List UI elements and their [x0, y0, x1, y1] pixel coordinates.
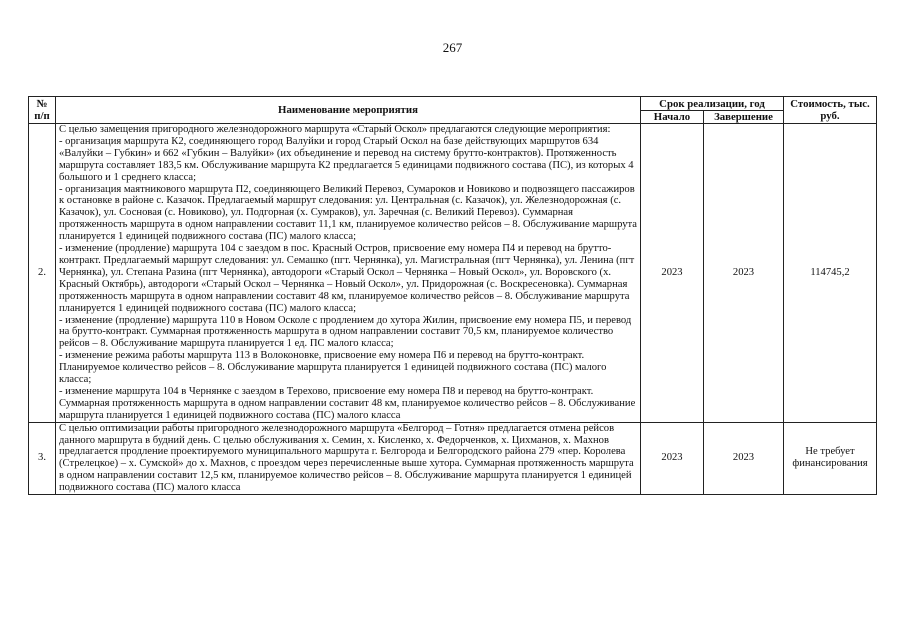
description-paragraph: С целью оптимизации работы пригородного железнодорожного маршрута «Белгород – Готня» предлагается отмена рейсов данного маршрута в будний день. С целью обслуживания х. Семин, х. Кисленко, х. Федорченков, х. Цихманов, х. Махнов предлагается продление проектируемого муниципального маршрута г. Белгорода и Белгородского района 279 «пер. Королева (Стрелецкое) – х. Сумской» до х. Махнов, с проездом через перечисленные выше хутора. Суммарная протяженность маршрута в одном направлении составит 12,5 км, планируемое количество рейсов – 8. Обслуживание маршрута планируется 1 единицей подвижного состава (ПС) малого класса [59, 422, 634, 494]
row-description [56, 422, 641, 494]
description-paragraph: - изменение (продление) маршрута 110 в Новом Осколе с продлением до хутора Жилин, присвоение ему номера П5, и перевод на брутто-контракт. Суммарная протяженность маршрута в одном направлении составит 70,5 км, планируемое количество рейсов – 8. Обслуживание маршрута планируется 1 ед. ПС малого класса; [59, 314, 632, 350]
row-start-year: 2023 [641, 124, 704, 423]
description-paragraph: - изменение (продление) маршрута 104 с заездом в пос. Красный Остров, присвоение ему номера П4 и перевод на брутто-контракт. Предлагаемый маршрут следования: ул. Семашко (пгт. Чернянка), ул. Магистральная (пгт Чернянка), ул. Ленина (пгт Чернянка), ул. Степана Разина (пгт Чернянка), автодороги «Старый Оскол – Чернянка – Новый Оскол», ул. Воровского (х. Красный Октябрь), автодороги «Старый Оскол – Чернянка – Новый Оскол», ул. Придорожная (с. Воскресеновка). Суммарная протяженность маршрута в одном направлении составит 48 км, планируемое количество рейсов – 8. Обслуживание маршрута планируется 1 единицей подвижного состава (ПС) малого класса; [59, 243, 635, 314]
row-end-year: 2023 [704, 422, 784, 494]
measures-table [28, 96, 877, 495]
row-cost: 114745,2 [784, 124, 877, 423]
row-description [56, 124, 641, 423]
header-name: Наименование мероприятия [56, 97, 641, 124]
row-number: 3. [29, 422, 56, 494]
description-paragraph: С целью замещения пригородного железнодорожного маршрута «Старый Оскол» предлагаются следующие мероприятия: [59, 124, 611, 135]
row-number: 2. [29, 124, 56, 423]
description-paragraph: - изменение маршрута 104 в Чернянке с заездом в Терехово, присвоение ему номера П8 и перевод на брутто-контракт. Суммарная протяженность маршрута в одном направлении составит 48 км, планируемое количество рейсов – 8. Обслуживание маршрута планируется 1 единицей подвижного состава (ПС) малого класса [59, 385, 636, 421]
page-number: 267 [442, 40, 463, 55]
description-paragraph: - организация маршрута К2, соединяющего город Валуйки и город Старый Оскол на базе действующих маршрутов 634 «Валуйки – Губкин» и 662 «Губкин – Валуйки» (их объединение и перевод на систему брутто-контрактов). Протяженность маршрута составляет 183,5 км. Обслуживание маршрута К2 предлагается 5 единицами подвижного состава (ПС), из которых 4 большого и 1 среднего класса; [59, 135, 634, 183]
row-cost: Не требует финансирования [784, 422, 877, 494]
description-paragraph: - изменение режима работы маршрута 113 в Волоконовке, присвоение ему номера П6 и перевод на брутто-контракт. Планируемое количество рейсов – 8. Обслуживание маршрута планируется 1 единицей подвижного состава (ПС) малого класса; [59, 350, 607, 386]
header-num: № п/п [29, 97, 56, 124]
row-start-year: 2023 [641, 422, 704, 494]
description-paragraph: - организация маятникового маршрута П2, соединяющего Великий Перевоз, Сумароков и Новиково и подвозящего пассажиров к остановке в районе с. Казачок. Предлагаемый маршрут следования: ул. Центральная (с. Казачок), ул. Железнодорожная (с. Казачок), ул. Сосновая (с. Новиково), ул. Подгорная (х. Сумраков), ул. Заречная (с. Великий Перевоз). Суммарная протяженность маршрута в одном направлении составит 11,1 км, планируемое количество рейсов – 8. Обслуживание маршрута планируется 1 единицей подвижного состава (ПС) малого класса; [59, 183, 638, 243]
table-row [29, 124, 877, 423]
row-end-year: 2023 [704, 124, 784, 423]
header-cost: Стоимость, тыс. руб. [784, 97, 877, 124]
header-period: Срок реализации, год [641, 97, 784, 111]
table-row [29, 422, 877, 494]
header-start: Начало [641, 111, 704, 124]
header-end: Завершение [704, 111, 784, 124]
